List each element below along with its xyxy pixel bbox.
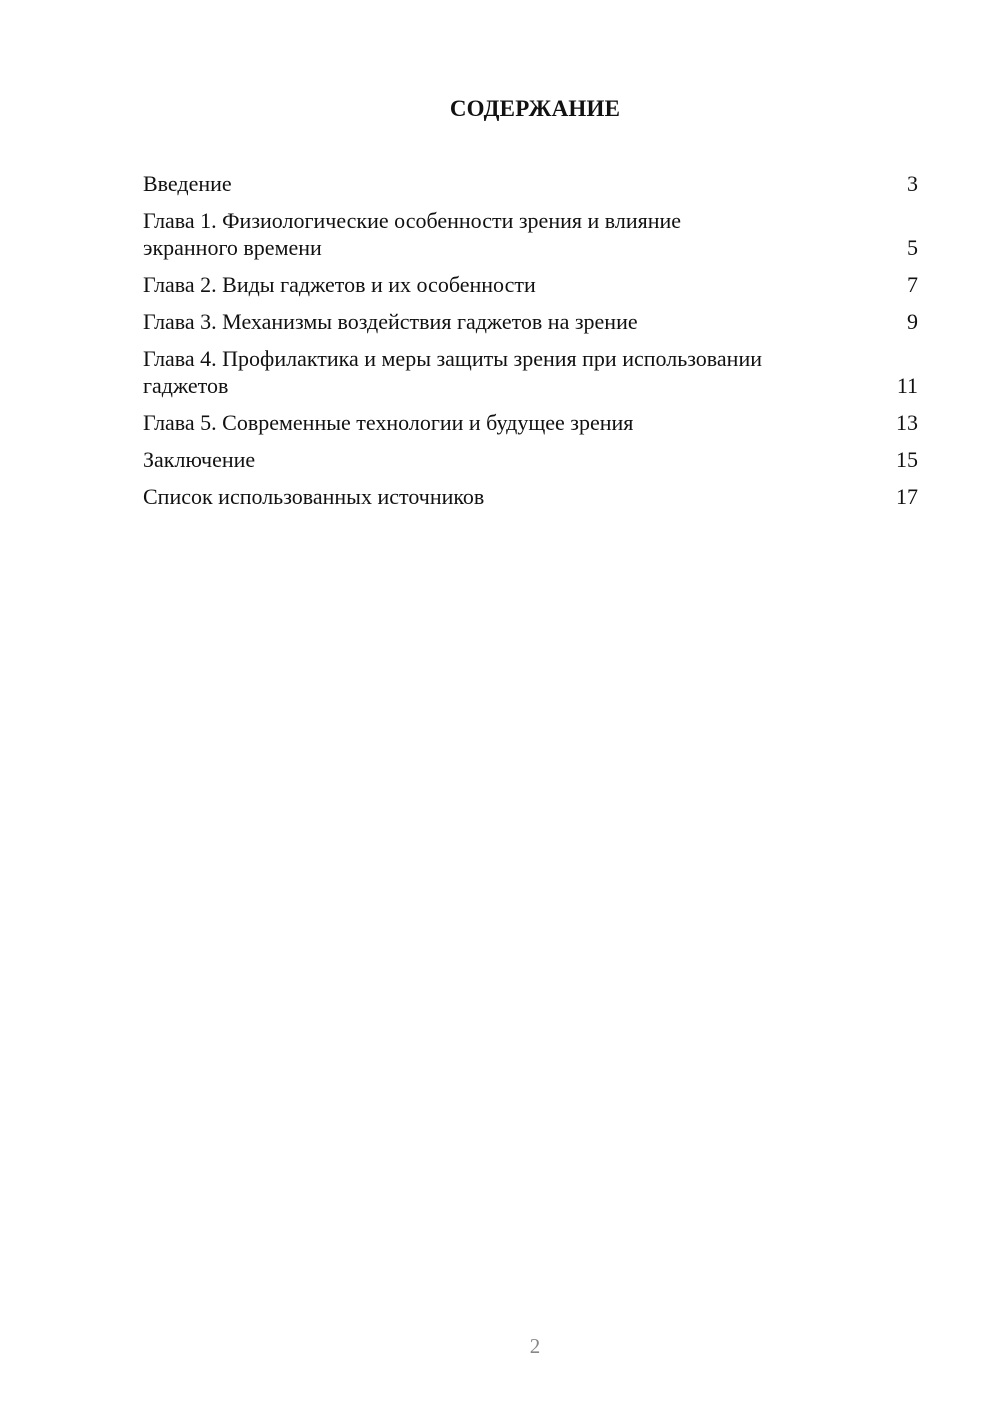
toc-entry-text: Список использованных источников <box>143 484 485 509</box>
toc-entry-chapter-5 <box>143 409 918 436</box>
toc-entry-page: 9 <box>907 309 918 334</box>
toc-entry-text: Глава 3. Механизмы воздействия гаджетов на зрение <box>143 309 638 334</box>
toc-entry-text: Заключение <box>143 447 256 472</box>
toc-entry-page: 15 <box>896 447 918 472</box>
toc-entry-page: 11 <box>896 373 918 398</box>
toc-entry-page: 13 <box>896 410 918 435</box>
toc-entry-chapter-2 <box>143 271 918 298</box>
toc-entry-page: 5 <box>907 235 918 260</box>
toc-entry-introduction <box>143 170 918 197</box>
toc-entry-text: Введение <box>143 171 232 196</box>
toc-entry-references <box>143 483 918 510</box>
page-number: 2 <box>529 1334 541 1358</box>
toc-entry-chapter-4 <box>143 345 918 399</box>
toc-entry-page: 7 <box>907 272 918 297</box>
toc-entry-page: 17 <box>896 484 918 509</box>
table-of-contents <box>143 170 918 520</box>
toc-entry-conclusion <box>143 446 918 473</box>
toc-entry-text: Глава 1. Физиологические особенности зрения и влияние экранного времени <box>143 208 682 260</box>
toc-entry-text: Глава 5. Современные технологии и будущее зрения <box>143 410 634 435</box>
toc-entry-text: Глава 2. Виды гаджетов и их особенности <box>143 272 536 297</box>
toc-entry-chapter-1 <box>143 207 918 261</box>
page-title: СОДЕРЖАНИЕ <box>449 96 621 121</box>
toc-entry-text: Глава 4. Профилактика и меры защиты зрения при использовании гаджетов <box>143 346 762 398</box>
toc-entry-page: 3 <box>907 171 918 196</box>
toc-entry-chapter-3 <box>143 308 918 335</box>
